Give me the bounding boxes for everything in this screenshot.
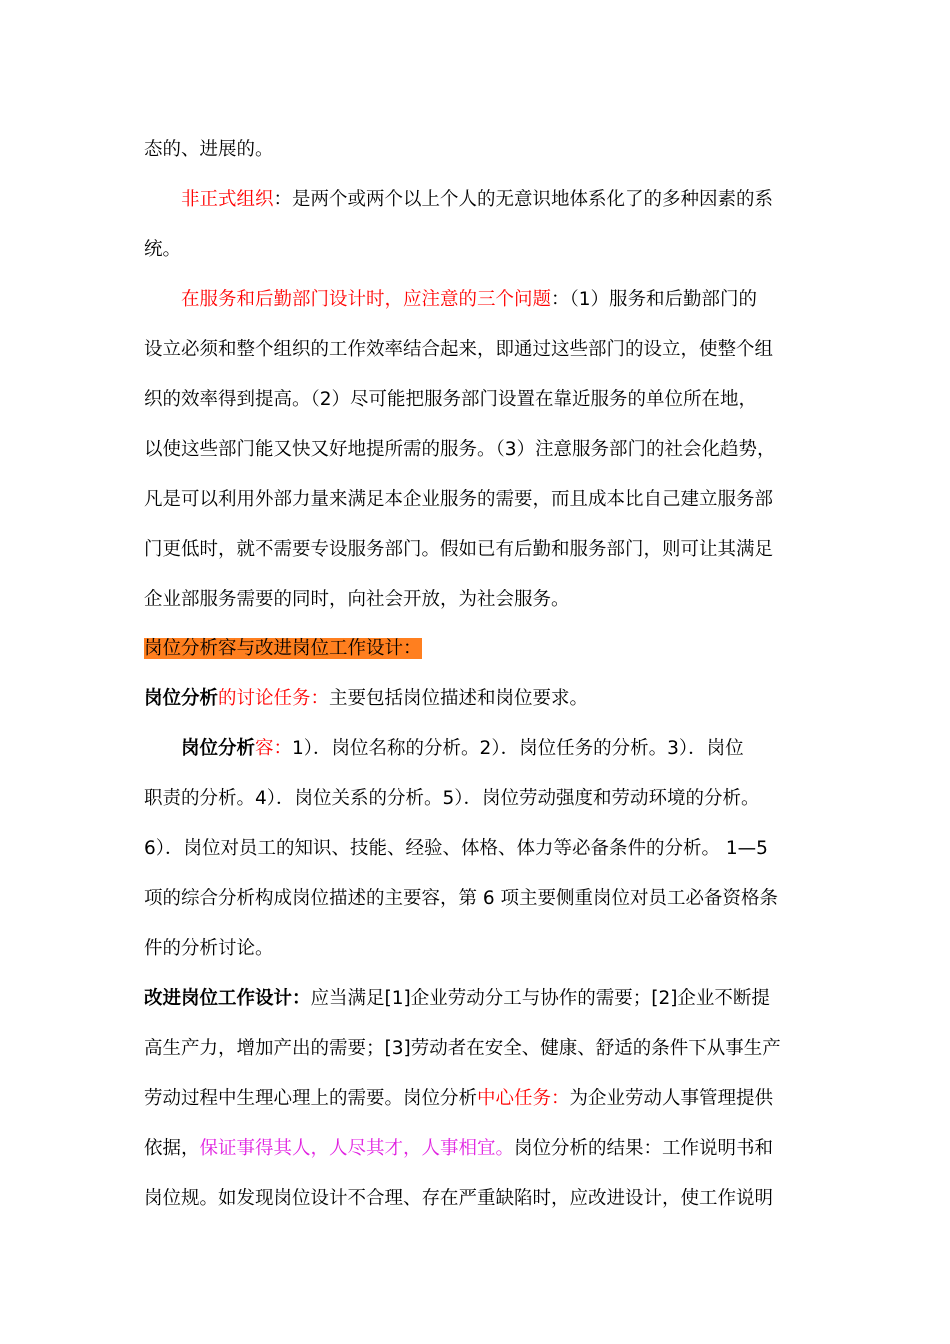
paragraph-line: 高生产力，增加产出的需要；[3]劳动者在安全、健康、舒适的条件下从事生产 [144,1038,781,1059]
paragraph-line: 项的综合分析构成岗位描述的主要容，第 6 项主要侧重岗位对员工必备资格条 [144,888,779,909]
paragraph-line: 岗位分析容：1）．岗位名称的分析。2）．岗位任务的分析。3）．岗位 [181,738,744,759]
paragraph-line: 件的分析讨论。 [144,938,274,959]
paragraph-line: 在服务和后勤部门设计时，应注意的三个问题：（1）服务和后勤部门的 [181,289,758,310]
paragraph-line: 依据，保证事得其人，人尽其才，人事相宜。岗位分析的结果：工作说明书和 [144,1138,774,1159]
paragraph-line: 非正式组织：是两个或两个以上个人的无意识地体系化了的多种因素的系 [181,189,774,210]
paragraph-line: 劳动过程中生理心理上的需要。岗位分析中心任务：为企业劳动人事管理提供 [144,1088,774,1109]
highlighted-heading: 岗位分析容与改进岗位工作设计： [144,638,422,659]
term-service-department-issues: 在服务和后勤部门设计时，应注意的三个问题 [181,289,552,310]
paragraph-line: 企业部服务需要的同时，向社会开放，为社会服务。 [144,589,570,610]
paragraph-line: 织的效率得到提高。（2）尽可能把服务部门设置在靠近服务的单位所在地， [144,389,758,410]
section-heading [144,636,824,662]
paragraph-line: 职责的分析。4）．岗位关系的分析。5）．岗位劳动强度和劳动环境的分析。 [144,788,760,809]
paragraph-line: 门更低时，就不需要专设服务部门。假如已有后勤和服务部门，则可让其满足 [144,539,774,560]
paragraph-line: 态的、进展的。 [144,139,274,160]
paragraph-line: 岗位规。如发现岗位设计不合理、存在严重缺陷时，应改进设计，使工作说明 [144,1188,774,1209]
paragraph-line: 以使这些部门能又快又好地提所需的服务。（3）注意服务部门的社会化趋势， [144,439,776,460]
term-informal-organization: 非正式组织 [181,189,274,210]
paragraph-line: 6）．岗位对员工的知识、技能、经验、体格、体力等必备条件的分析。 1—5 [144,838,768,859]
paragraph-line: 岗位分析的讨论任务：主要包括岗位描述和岗位要求。 [144,688,589,709]
paragraph-line: 改进岗位工作设计：应当满足[1]企业劳动分工与协作的需要；[2]企业不断提 [144,988,770,1009]
paragraph-line: 统。 [144,239,182,260]
paragraph-line: 凡是可以利用外部力量来满足本企业服务的需要，而且成本比自己建立服务部 [144,489,774,510]
paragraph-line: 设立必须和整个组织的工作效率结合起来，即通过这些部门的设立，使整个组 [144,339,774,360]
